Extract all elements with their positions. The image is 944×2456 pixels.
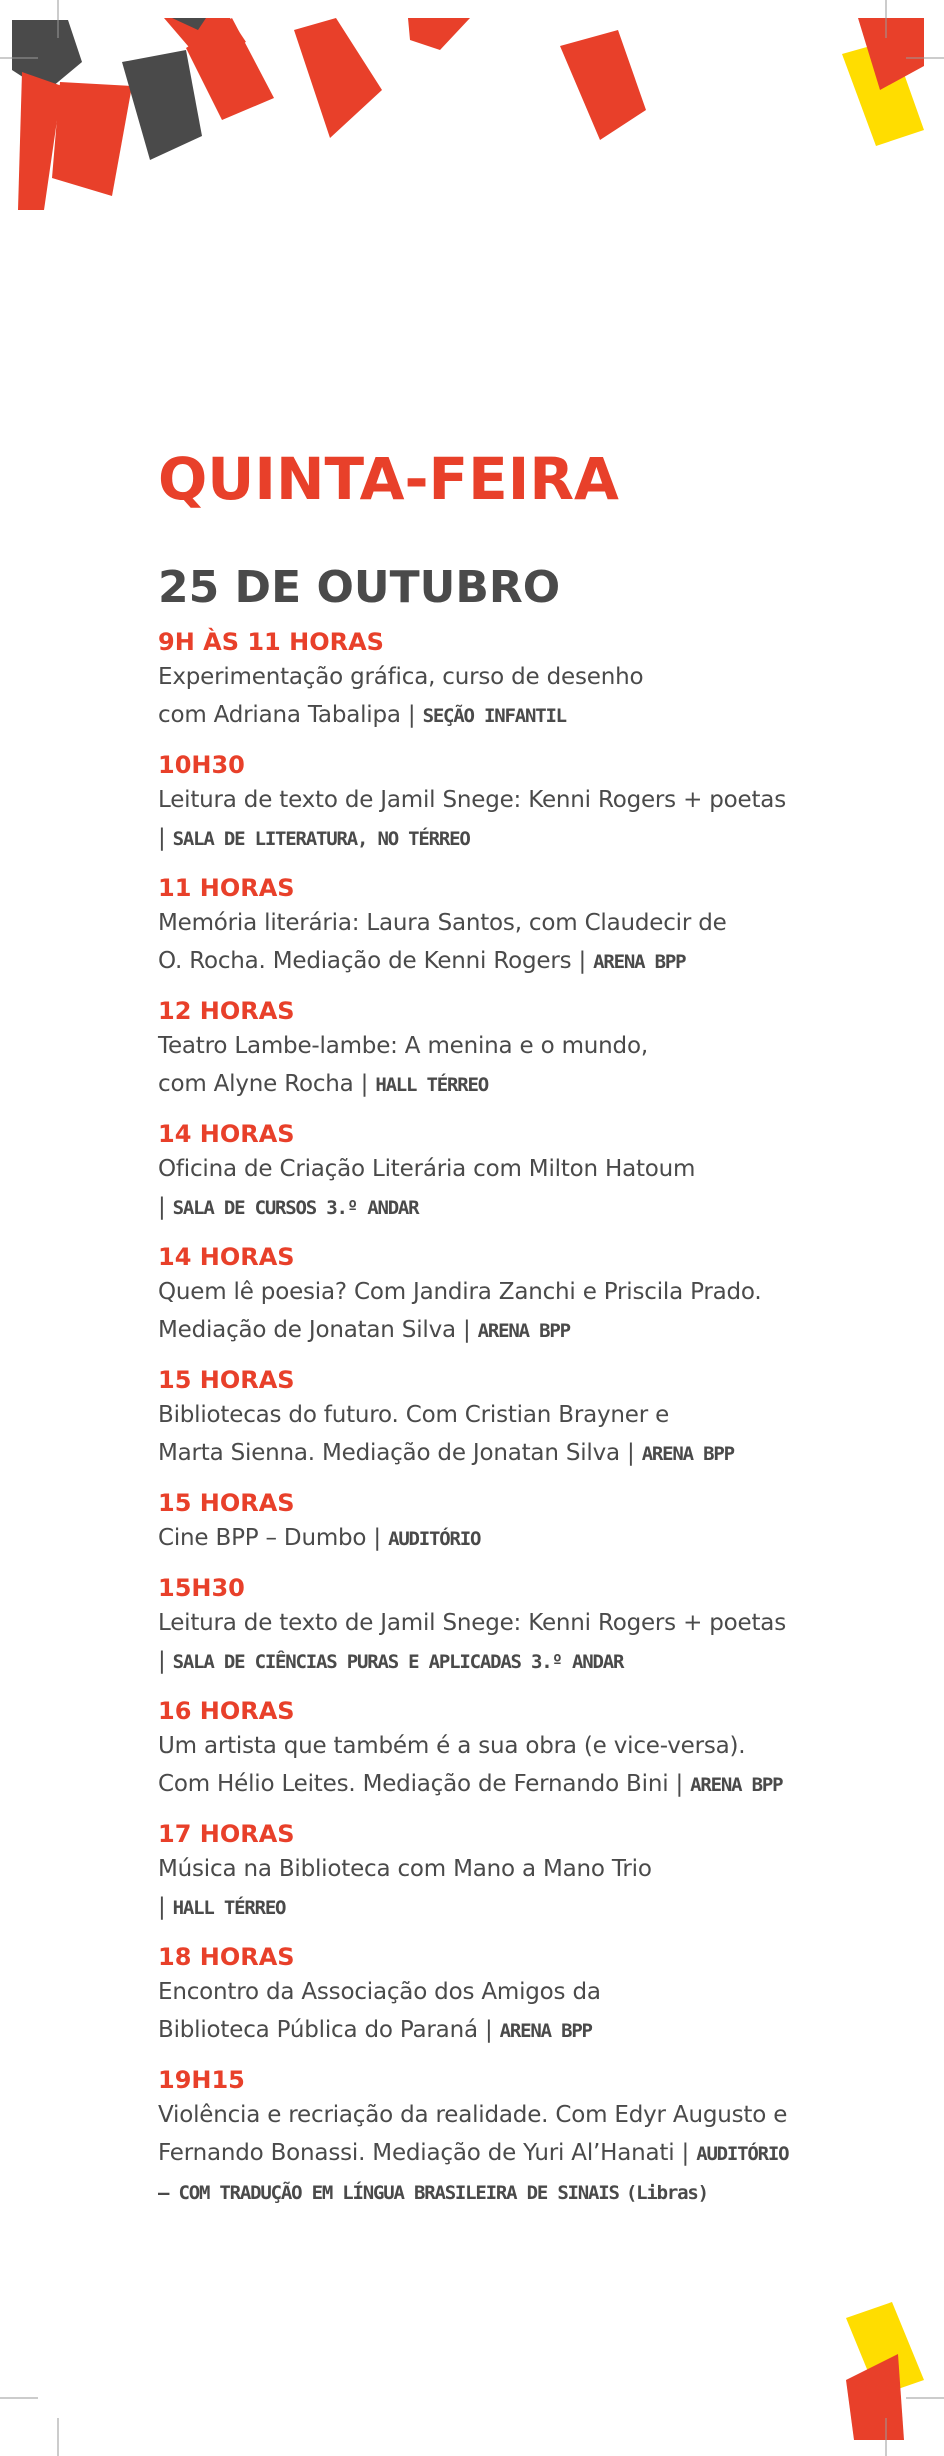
event-location: SALA DE CIÊNCIAS PURAS E APLICADAS 3.º ANDAR [172,1651,624,1673]
description-line [158,1150,848,1188]
description-line [158,1973,848,2011]
description-line [158,1396,848,1434]
event-time: 15 HORAS [158,1489,295,1517]
description-text: Marta Sienna. Mediação de Jonatan Silva [158,1440,620,1466]
event-location: SEÇÃO INFANTIL [422,705,566,727]
description-line [158,1311,848,1350]
event-item [158,1572,848,1681]
description-line [158,942,848,981]
event-description [158,904,848,981]
separator: | [366,1525,389,1551]
event-time: 19H15 [158,2066,245,2094]
event-description [158,1273,848,1350]
description-line [158,1850,848,1888]
description-line [158,1188,848,1227]
top-right-blocks [842,18,924,146]
description-line [158,1888,848,1927]
event-description [158,1604,848,1681]
description-text: Um artista que também é a sua obra (e vice-versa). [158,1733,746,1759]
description-text: Memória literária: Laura Santos, com Claudecir de [158,910,727,936]
event-item [158,872,848,981]
event-location: SALA DE LITERATURA, NO TÉRREO [172,828,470,850]
description-text: Quem lê poesia? Com Jandira Zanchi e Priscila Prado. [158,1279,762,1305]
description-text: Teatro Lambe-lambe: A menina e o mundo, [158,1033,648,1059]
event-item [158,1941,848,2050]
separator: | [158,1194,173,1220]
event-location: AUDITÓRIO [696,2143,789,2165]
description-line [158,1519,848,1558]
event-location: ARENA BPP [477,1320,570,1342]
event-description [158,2096,848,2212]
description-text: Com Hélio Leites. Mediação de Fernando Bini [158,1771,669,1797]
description-line [158,781,848,819]
description-line [158,1727,848,1765]
separator: | [477,2017,500,2043]
event-description [158,1519,848,1558]
schedule-content [158,440,848,2212]
day-title: QUINTA-FEIRA [158,445,619,513]
separator: | [353,1071,376,1097]
event-description [158,1027,848,1104]
separator: | [158,1648,173,1674]
event-item [158,1487,848,1558]
event-location: AUDITÓRIO [388,1528,481,1550]
description-line [158,904,848,942]
description-text: Leitura de texto de Jamil Snege: Kenni Rogers + poetas [158,787,786,813]
description-line [158,819,848,858]
separator: | [619,1440,642,1466]
event-location: ARENA BPP [641,1443,734,1465]
description-text: Oficina de Criação Literária com Milton Hatoum [158,1156,696,1182]
event-location: (Libras) [625,2182,708,2204]
event-item [158,1364,848,1473]
description-line [158,696,848,735]
event-item [158,1118,848,1227]
separator: | [455,1317,478,1343]
description-text: Encontro da Associação dos Amigos da [158,1979,601,2005]
description-line [158,658,848,696]
description-line [158,2134,848,2173]
description-line [158,2173,848,2212]
description-text: Mediação de Jonatan Silva [158,1317,456,1343]
description-line [158,1273,848,1311]
event-location: HALL TÉRREO [172,1897,286,1919]
event-location: – COM TRADUÇÃO EM LÍNGUA BRASILEIRA DE SINAIS [158,2182,619,2204]
description-text: com Adriana Tabalipa [158,702,401,728]
description-text: Bibliotecas do futuro. Com Cristian Brayner e [158,1402,670,1428]
space [619,2179,626,2205]
description-text: Cine BPP – Dumbo [158,1525,367,1551]
event-time: 10H30 [158,751,245,779]
event-time: 14 HORAS [158,1243,295,1271]
description-text: Música na Biblioteca com Mano a Mano Trio [158,1856,652,1882]
description-line [158,2096,848,2134]
top-left-blocks [12,18,646,210]
event-time: 17 HORAS [158,1820,295,1848]
description-line [158,1765,848,1804]
description-line [158,2011,848,2050]
bottom-right-blocks [846,2302,924,2440]
description-line [158,1642,848,1681]
event-description [158,658,848,735]
event-description [158,1150,848,1227]
event-item [158,2064,848,2212]
description-text: com Alyne Rocha [158,1071,354,1097]
description-text: Biblioteca Pública do Paraná [158,2017,478,2043]
event-location: ARENA BPP [690,1774,783,1796]
event-item [158,1818,848,1927]
event-time: 16 HORAS [158,1697,295,1725]
event-description [158,1396,848,1473]
separator: | [400,702,423,728]
event-time: 18 HORAS [158,1943,295,1971]
description-line [158,1434,848,1473]
event-item [158,995,848,1104]
description-line [158,1604,848,1642]
event-item [158,626,848,735]
separator: | [158,825,173,851]
date-title: 25 DE OUTUBRO [158,562,561,613]
description-line [158,1065,848,1104]
event-description [158,781,848,858]
event-item [158,1241,848,1350]
event-time: 14 HORAS [158,1120,295,1148]
separator: | [571,948,594,974]
event-location: ARENA BPP [499,2020,592,2042]
event-item [158,749,848,858]
event-description [158,1973,848,2050]
description-text: Experimentação gráfica, curso de desenho [158,664,644,690]
event-item [158,1695,848,1804]
event-description [158,1727,848,1804]
event-time: 12 HORAS [158,997,295,1025]
description-text: Violência e recriação da realidade. Com Edyr Augusto e [158,2102,788,2128]
event-description [158,1850,848,1927]
description-line [158,1027,848,1065]
event-time: 9H ÀS 11 HORAS [158,628,384,656]
event-time: 15H30 [158,1574,245,1602]
description-text: Leitura de texto de Jamil Snege: Kenni Rogers + poetas [158,1610,786,1636]
description-text: O. Rocha. Mediação de Kenni Rogers [158,948,572,974]
separator: | [674,2140,697,2166]
separator: | [668,1771,691,1797]
description-text: Fernando Bonassi. Mediação de Yuri Al’Hanati [158,2140,675,2166]
event-location: ARENA BPP [593,951,686,973]
separator: | [158,1894,173,1920]
event-time: 15 HORAS [158,1366,295,1394]
event-list [158,626,848,2212]
event-location: SALA DE CURSOS 3.º ANDAR [172,1197,419,1219]
event-time: 11 HORAS [158,874,295,902]
event-location: HALL TÉRREO [375,1074,488,1096]
